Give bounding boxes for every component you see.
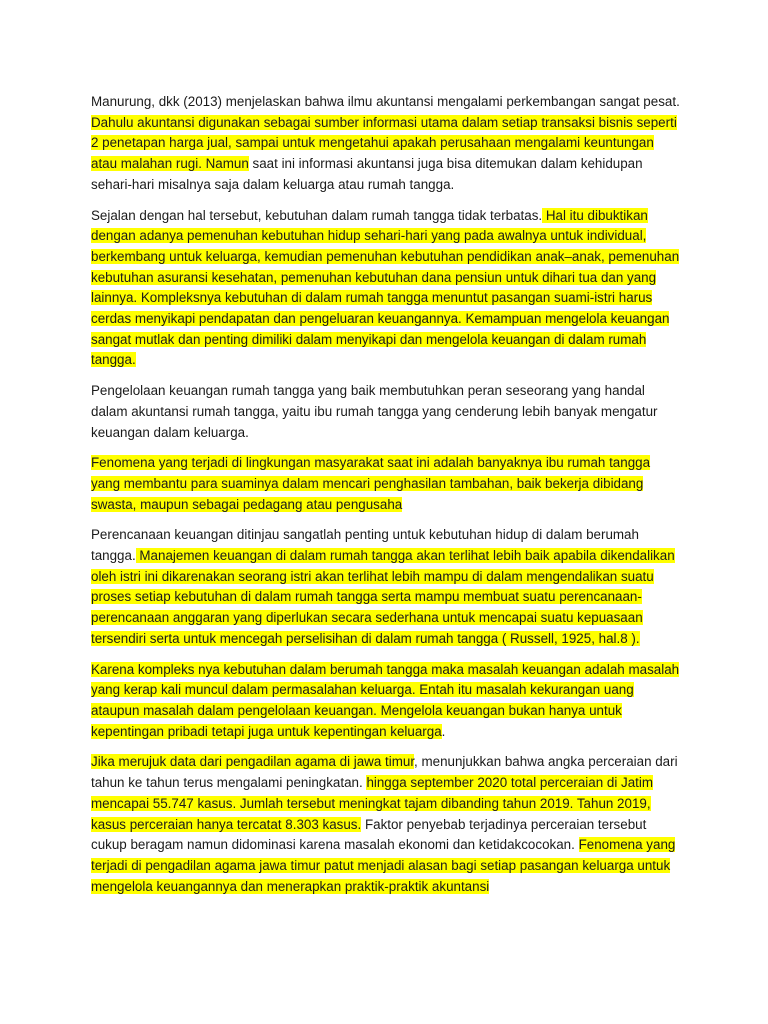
paragraph-7 <box>91 752 681 897</box>
paragraph-segment: Sejalan dengan hal tersebut, kebutuhan dalam rumah tangga tidak terbatas. <box>91 207 543 223</box>
paragraph-segment: Perencanaan keuangan ditinjau sangatlah penting untuk kebutuhan hidup di dalam berumah tangga. <box>91 527 639 564</box>
highlighted-text: Manajemen keuangan di dalam rumah tangga akan terlihat lebih baik apabila dikendalikan oleh istri ini dikarenakan seorang istri akan terlihat lebih mampu di dalam mengendalikan suatu proses setiap kebutuhan di dalam rumah tangga serta mampu membuat suatu perencanaan-perencanaan anggaran yang diperlukan secara sederhana untuk mencapai suatu kepuasaan tersendiri serta untuk mencegah perselisihan di dalam rumah tangga ( Russell, 1925, hal.8 ). <box>91 548 675 646</box>
paragraph-1 <box>91 92 681 196</box>
document-page <box>91 92 681 907</box>
highlighted-text: Fenomena yang terjadi di lingkungan masyarakat saat ini adalah banyaknya ibu rumah tangga yang membantu para suaminya dalam mencari penghasilan tambahan, baik bekerja dibidang swasta, maupun sebagai pedagang atau pengusaha <box>91 455 651 512</box>
paragraph-4 <box>91 453 681 515</box>
paragraph-segment: saat ini informasi akuntansi juga bisa ditemukan dalam kehidupan sehari-hari misalnya saja dalam keluarga atau rumah tangga. <box>91 156 643 192</box>
paragraph-2 <box>91 206 681 372</box>
highlighted-text: Jika merujuk data dari pengadilan agama di jawa timur <box>91 754 415 770</box>
paragraph-segment: Faktor penyebab terjadinya perceraian tersebut cukup beragam namun didominasi karena masalah ekonomi dan ketidakcocokan. <box>91 816 647 853</box>
paragraph-segment: Manurung, dkk (2013) menjelaskan bahwa ilmu akuntansi mengalami perkembangan sangat pesat. <box>91 94 680 109</box>
highlighted-text: hingga september 2020 total perceraian di Jatim mencapai 55.747 kasus. Jumlah tersebut meningkat tajam dibanding tahun 2019. Tahun 2019, kasus perceraian hanya tercatat 8.303 kasus. <box>91 775 654 832</box>
paragraph-3 <box>91 381 681 443</box>
paragraph-segment: Pengelolaan keuangan rumah tangga yang baik membutuhkan peran seseorang yang handal dalam akuntansi rumah tangga, yaitu ibu rumah tangga yang cenderung lebih banyak mengatur keuangan dalam keluarga. <box>91 383 658 440</box>
paragraph-5 <box>91 525 681 649</box>
highlighted-text: Dahulu akuntansi digunakan sebagai sumber informasi utama dalam setiap transaksi bisnis seperti 2 penetapan harga jual, sampai untuk mengetahui apakah perusahaan mengalami keuntungan atau malahan rugi. Namun <box>91 114 677 172</box>
highlighted-text: Fenomena yang terjadi di pengadilan agama jawa timur patut menjadi alasan bagi setiap pasangan keluarga untuk mengelola keuangannya dan menerapkan praktik-praktik akuntansi <box>91 837 676 894</box>
highlighted-text: Hal itu dibuktikan dengan adanya pemenuhan kebutuhan hidup sehari-hari yang pada awalnya untuk individual, berkembang untuk keluarga, kemudian pemenuhan kebutuhan pendidikan anak–anak, pemenuhan kebutuhan asuransi kesehatan, pemenuhan kebutuhan dana pensiun untuk dihari tua dan yang lainnya. Kompleksnya kebutuhan di dalam rumah tangga menuntut pasangan suami-istri harus cerdas menyikapi pendapatan dan pengeluaran keuangannya. Kemampuan mengelola keuangan sangat mutlak dan penting dimiliki dalam menyikapi dan mengelola keuangan di dalam rumah tangga. <box>91 207 680 368</box>
paragraph-segment: , menunjukkan bahwa angka perceraian dari tahun ke tahun terus mengalami peningkatan. <box>91 754 678 791</box>
paragraph-segment: . <box>441 723 446 739</box>
paragraph-6 <box>91 660 681 743</box>
highlighted-text: Karena kompleks nya kebutuhan dalam berumah tangga maka masalah keuangan adalah masalah yang kerap kali muncul dalam permasalahan keluarga. Entah itu masalah kekurangan uang ataupun masalah dalam pengelolaan keuangan. Mengelola keuangan bukan hanya untuk kepentingan pribadi tetapi juga untuk kepentingan keluarga <box>91 661 680 739</box>
